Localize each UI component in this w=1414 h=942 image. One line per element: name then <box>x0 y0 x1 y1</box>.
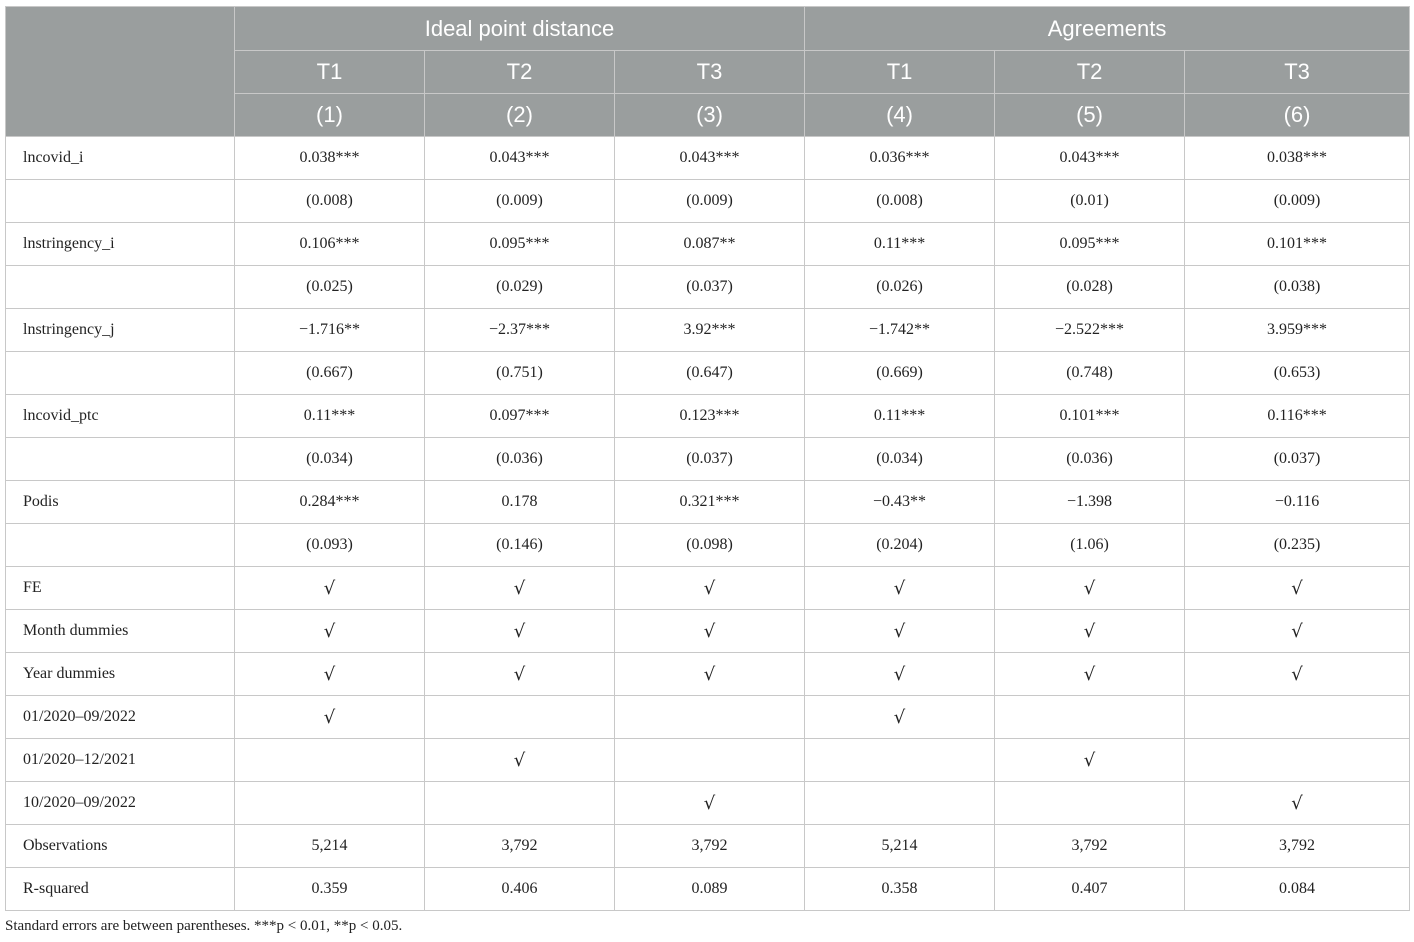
check-cell <box>615 696 805 739</box>
row-label: 01/2020–12/2021 <box>6 739 235 782</box>
check-cell <box>615 739 805 782</box>
row-label: Year dummies <box>6 653 235 696</box>
value-cell: (0.204) <box>805 524 995 567</box>
table-row <box>6 739 1410 782</box>
check-cell: √ <box>995 610 1185 653</box>
value-cell: 0.358 <box>805 868 995 911</box>
value-cell: −0.116 <box>1185 481 1410 524</box>
table-row <box>6 825 1410 868</box>
check-cell <box>995 782 1185 825</box>
check-cell: √ <box>615 782 805 825</box>
group-header-ideal-point-distance: Ideal point distance <box>235 7 805 51</box>
value-cell: 0.11*** <box>805 223 995 266</box>
row-label: 10/2020–09/2022 <box>6 782 235 825</box>
row-label: lnstringency_j <box>6 309 235 352</box>
check-cell: √ <box>615 567 805 610</box>
value-cell: (0.009) <box>425 180 615 223</box>
row-label: lnstringency_i <box>6 223 235 266</box>
value-cell: 0.106*** <box>235 223 425 266</box>
value-cell: (0.667) <box>235 352 425 395</box>
value-cell: 0.043*** <box>425 137 615 180</box>
value-cell: (0.647) <box>615 352 805 395</box>
value-cell: (0.034) <box>235 438 425 481</box>
check-cell: √ <box>1185 782 1410 825</box>
value-cell: (0.748) <box>995 352 1185 395</box>
check-cell: √ <box>425 653 615 696</box>
value-cell: (0.025) <box>235 266 425 309</box>
check-cell: √ <box>615 610 805 653</box>
table-row <box>6 610 1410 653</box>
value-cell: 0.359 <box>235 868 425 911</box>
column-header: T3 <box>615 51 805 94</box>
header-corner-cell <box>6 7 235 137</box>
value-cell: (0.669) <box>805 352 995 395</box>
value-cell: (0.036) <box>995 438 1185 481</box>
row-label: Podis <box>6 481 235 524</box>
column-number: (4) <box>805 94 995 137</box>
value-cell: 3,792 <box>615 825 805 868</box>
check-cell <box>425 782 615 825</box>
value-cell: (0.008) <box>805 180 995 223</box>
row-label: Month dummies <box>6 610 235 653</box>
check-cell: √ <box>1185 610 1410 653</box>
column-number: (3) <box>615 94 805 137</box>
check-cell <box>995 696 1185 739</box>
table-row <box>6 782 1410 825</box>
value-cell: 0.178 <box>425 481 615 524</box>
value-cell: 0.089 <box>615 868 805 911</box>
value-cell: −1.398 <box>995 481 1185 524</box>
value-cell: 0.097*** <box>425 395 615 438</box>
check-cell: √ <box>995 567 1185 610</box>
value-cell: 0.101*** <box>1185 223 1410 266</box>
value-cell: 0.11*** <box>235 395 425 438</box>
value-cell: 0.043*** <box>995 137 1185 180</box>
value-cell: −0.43** <box>805 481 995 524</box>
group-header-agreements: Agreements <box>805 7 1410 51</box>
check-cell: √ <box>805 567 995 610</box>
table-row <box>6 567 1410 610</box>
table-body <box>6 137 1410 911</box>
table-row <box>6 653 1410 696</box>
value-cell: −2.522*** <box>995 309 1185 352</box>
regression-table <box>5 6 1410 911</box>
value-cell: (0.028) <box>995 266 1185 309</box>
value-cell: (0.009) <box>615 180 805 223</box>
value-cell: (0.029) <box>425 266 615 309</box>
check-cell: √ <box>995 653 1185 696</box>
column-number: (2) <box>425 94 615 137</box>
value-cell: 0.406 <box>425 868 615 911</box>
check-cell <box>1185 696 1410 739</box>
value-cell: (0.751) <box>425 352 615 395</box>
row-label: lncovid_i <box>6 137 235 180</box>
check-cell <box>805 739 995 782</box>
value-cell: (0.01) <box>995 180 1185 223</box>
value-cell: (0.026) <box>805 266 995 309</box>
table-row <box>6 309 1410 352</box>
row-label: FE <box>6 567 235 610</box>
check-cell: √ <box>995 739 1185 782</box>
value-cell: 0.038*** <box>1185 137 1410 180</box>
column-number: (5) <box>995 94 1185 137</box>
value-cell: 3,792 <box>425 825 615 868</box>
check-cell: √ <box>235 610 425 653</box>
value-cell: (0.037) <box>1185 438 1410 481</box>
table-row <box>6 481 1410 524</box>
check-cell: √ <box>615 653 805 696</box>
value-cell: 0.101*** <box>995 395 1185 438</box>
value-cell: 0.087** <box>615 223 805 266</box>
check-cell <box>235 739 425 782</box>
column-header: T1 <box>235 51 425 94</box>
table-row <box>6 868 1410 911</box>
value-cell: (1.06) <box>995 524 1185 567</box>
value-cell: 0.038*** <box>235 137 425 180</box>
header-group-row <box>6 7 1410 51</box>
check-cell: √ <box>805 653 995 696</box>
value-cell: (0.235) <box>1185 524 1410 567</box>
value-cell: 0.321*** <box>615 481 805 524</box>
table-row <box>6 180 1410 223</box>
check-cell: √ <box>1185 567 1410 610</box>
check-cell <box>425 696 615 739</box>
row-label: Observations <box>6 825 235 868</box>
value-cell: 0.095*** <box>425 223 615 266</box>
row-label <box>6 352 235 395</box>
value-cell: 0.284*** <box>235 481 425 524</box>
value-cell: 5,214 <box>235 825 425 868</box>
table-row <box>6 696 1410 739</box>
check-cell: √ <box>425 567 615 610</box>
value-cell: 0.11*** <box>805 395 995 438</box>
value-cell: (0.146) <box>425 524 615 567</box>
check-cell: √ <box>235 653 425 696</box>
column-number: (6) <box>1185 94 1410 137</box>
row-label <box>6 180 235 223</box>
check-cell: √ <box>805 696 995 739</box>
value-cell: 3.92*** <box>615 309 805 352</box>
value-cell: (0.098) <box>615 524 805 567</box>
value-cell: 0.407 <box>995 868 1185 911</box>
value-cell: 0.095*** <box>995 223 1185 266</box>
value-cell: 3,792 <box>1185 825 1410 868</box>
value-cell: −1.716** <box>235 309 425 352</box>
value-cell: (0.037) <box>615 266 805 309</box>
column-header: T3 <box>1185 51 1410 94</box>
row-label <box>6 438 235 481</box>
table-row <box>6 438 1410 481</box>
value-cell: 3,792 <box>995 825 1185 868</box>
value-cell: (0.036) <box>425 438 615 481</box>
column-header: T2 <box>995 51 1185 94</box>
column-number: (1) <box>235 94 425 137</box>
row-label: lncovid_ptc <box>6 395 235 438</box>
check-cell <box>1185 739 1410 782</box>
table-row <box>6 266 1410 309</box>
value-cell: 0.084 <box>1185 868 1410 911</box>
table-row <box>6 352 1410 395</box>
value-cell: 3.959*** <box>1185 309 1410 352</box>
column-header: T1 <box>805 51 995 94</box>
value-cell: (0.037) <box>615 438 805 481</box>
row-label <box>6 524 235 567</box>
value-cell: 0.043*** <box>615 137 805 180</box>
value-cell: 5,214 <box>805 825 995 868</box>
value-cell: (0.008) <box>235 180 425 223</box>
column-header: T2 <box>425 51 615 94</box>
value-cell: −1.742** <box>805 309 995 352</box>
row-label: R-squared <box>6 868 235 911</box>
check-cell <box>805 782 995 825</box>
check-cell: √ <box>805 610 995 653</box>
value-cell: (0.653) <box>1185 352 1410 395</box>
table-row <box>6 223 1410 266</box>
check-cell <box>235 782 425 825</box>
check-cell: √ <box>425 610 615 653</box>
value-cell: (0.038) <box>1185 266 1410 309</box>
value-cell: (0.034) <box>805 438 995 481</box>
check-cell: √ <box>425 739 615 782</box>
table-row <box>6 395 1410 438</box>
value-cell: (0.093) <box>235 524 425 567</box>
value-cell: 0.116*** <box>1185 395 1410 438</box>
row-label <box>6 266 235 309</box>
value-cell: 0.123*** <box>615 395 805 438</box>
check-cell: √ <box>235 696 425 739</box>
row-label: 01/2020–09/2022 <box>6 696 235 739</box>
check-cell: √ <box>1185 653 1410 696</box>
value-cell: −2.37*** <box>425 309 615 352</box>
table-row <box>6 137 1410 180</box>
check-cell: √ <box>235 567 425 610</box>
value-cell: 0.036*** <box>805 137 995 180</box>
table-row <box>6 524 1410 567</box>
value-cell: (0.009) <box>1185 180 1410 223</box>
table-footnote: Standard errors are between parentheses. ***p < 0.01, **p < 0.05. <box>5 918 403 934</box>
